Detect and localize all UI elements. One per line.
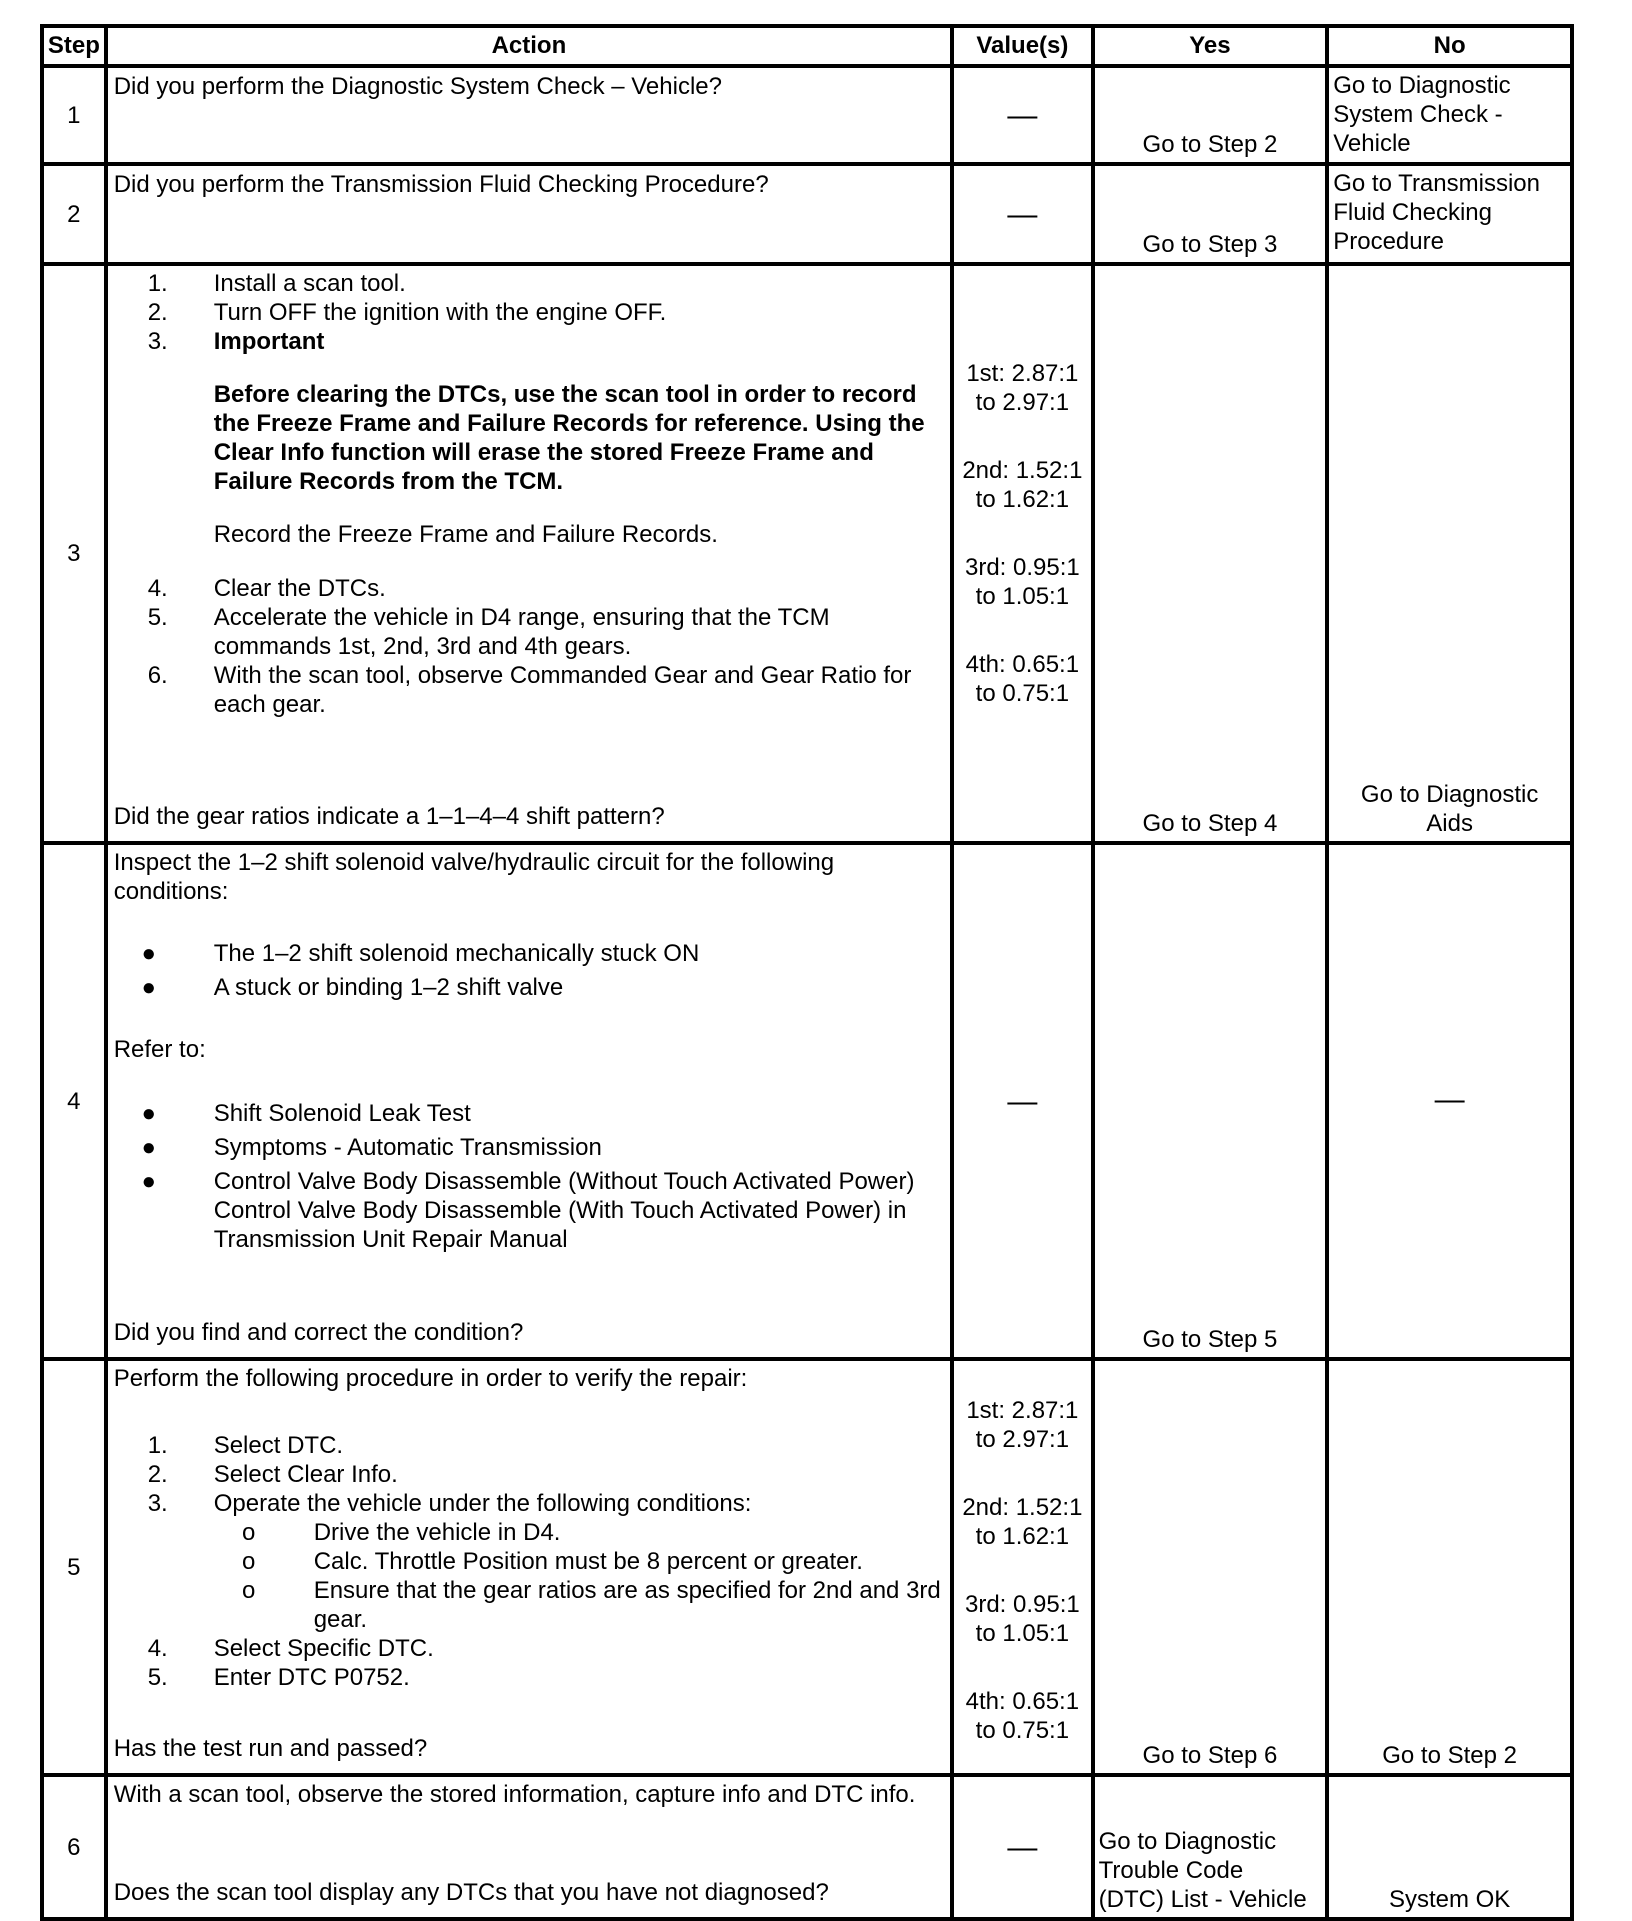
action-intro: With a scan tool, observe the stored information, capture info and DTC info. — [113, 1781, 916, 1808]
reference-list — [114, 1099, 946, 1254]
step-number: 4 — [42, 843, 106, 1359]
yes-line: Go to Diagnostic — [1098, 1828, 1277, 1855]
value-cell: — — [952, 1775, 1093, 1919]
step-list — [114, 574, 946, 719]
value-cell: — — [952, 164, 1093, 264]
important-note: Before clearing the DTCs, use the scan tool in order to record the Freeze Frame and Failure Records for reference. Using the Clear Info function will erase the stored Freeze Frame and Failure Records from the TCM. — [213, 381, 925, 495]
no-line: Go to Transmission — [1333, 170, 1540, 197]
yes-text: Go to Step 6 — [1142, 1742, 1278, 1769]
list-item: ● Shift Solenoid Leak Test — [141, 1100, 471, 1127]
header-values: Value(s) — [952, 26, 1093, 66]
yes-cell — [1093, 164, 1328, 264]
action-question: Did you perform the Transmission Fluid Checking Procedure? — [113, 171, 769, 198]
header-row — [42, 26, 1572, 66]
action-question: Did the gear ratios indicate a 1–1–4–4 shift pattern? — [113, 803, 665, 830]
no-line: System Check - — [1333, 101, 1503, 128]
action-question: Did you find and correct the condition? — [113, 1319, 524, 1346]
yes-cell — [1093, 1359, 1328, 1775]
yes-line: (DTC) List - Vehicle — [1098, 1886, 1307, 1913]
action-intro: Perform the following procedure in order to verify the repair: — [113, 1365, 748, 1392]
table-row — [42, 843, 1572, 1359]
list-item: 3. Important — [147, 328, 325, 355]
value-cell: 1st: 2.87:1 to 2.97:1 2nd: 1.52:1 to 1.62:1 3rd: 0.95:1 to 1.05:1 4th: 0.65:1 to 0.75:1 — [952, 264, 1093, 843]
yes-cell — [1093, 66, 1328, 164]
yes-text: Go to Step 3 — [1142, 231, 1278, 258]
table-row — [42, 66, 1572, 164]
yes-text: Go to Step 5 — [1142, 1326, 1278, 1353]
list-item: 1. Install a scan tool. — [147, 270, 406, 297]
step-number: 1 — [42, 66, 106, 164]
table-row — [42, 1359, 1572, 1775]
header-yes: Yes — [1093, 26, 1328, 66]
action-question: Did you perform the Diagnostic System Check – Vehicle? — [113, 73, 722, 100]
no-cell — [1327, 164, 1572, 264]
action-cell — [106, 1775, 952, 1919]
action-intro: Inspect the 1–2 shift solenoid valve/hydraulic circuit for the following conditions: — [113, 849, 835, 905]
list-item: ● Symptoms - Automatic Transmission — [141, 1134, 602, 1161]
table-row — [42, 1775, 1572, 1919]
list-item: 2. Select Clear Info. — [147, 1461, 398, 1488]
yes-cell — [1093, 843, 1328, 1359]
no-cell — [1327, 66, 1572, 164]
record-instruction: Record the Freeze Frame and Failure Records. — [213, 521, 718, 548]
no-line: Aids — [1426, 810, 1473, 837]
no-text: Go to Step 2 — [1382, 1742, 1517, 1769]
yes-text: Go to Step 2 — [1142, 131, 1278, 158]
header-step: Step — [42, 26, 106, 66]
step-list — [114, 269, 946, 356]
list-item: o Calc. Throttle Position must be 8 percent or greater. — [242, 1548, 863, 1575]
list-item: 4. Select Specific DTC. — [147, 1635, 434, 1662]
action-cell — [106, 264, 952, 843]
action-question: Has the test run and passed? — [113, 1735, 428, 1762]
yes-cell — [1093, 1775, 1328, 1919]
yes-cell — [1093, 264, 1328, 843]
table-row — [42, 264, 1572, 843]
list-item: 5. Enter DTC P0752. — [147, 1664, 410, 1691]
action-question: Does the scan tool display any DTCs that you have not diagnosed? — [113, 1879, 829, 1906]
no-text: System OK — [1388, 1886, 1511, 1913]
no-cell: — — [1327, 843, 1572, 1359]
no-line: Fluid Checking — [1333, 199, 1492, 226]
list-item: 1. Select DTC. — [147, 1432, 344, 1459]
list-item: ● The 1–2 shift solenoid mechanically stuck ON — [141, 940, 700, 967]
step-number: 3 — [42, 264, 106, 843]
step-number: 2 — [42, 164, 106, 264]
value-cell: — — [952, 66, 1093, 164]
yes-text: Go to Step 4 — [1142, 810, 1278, 837]
no-line: Procedure — [1333, 228, 1444, 255]
no-line: Go to Diagnostic — [1360, 781, 1539, 808]
no-cell — [1327, 1775, 1572, 1919]
list-item: o Ensure that the gear ratios are as specified for 2nd and 3rd gear. — [242, 1577, 941, 1633]
step-number: 6 — [42, 1775, 106, 1919]
action-cell — [106, 66, 952, 164]
step-number: 5 — [42, 1359, 106, 1775]
list-item: o Drive the vehicle in D4. — [242, 1519, 561, 1546]
condition-sublist — [114, 1518, 946, 1634]
list-item: 2. Turn OFF the ignition with the engine OFF. — [147, 299, 667, 326]
header-no: No — [1327, 26, 1572, 66]
condition-list — [114, 939, 946, 1002]
list-item: 4. Clear the DTCs. — [147, 575, 386, 602]
no-line: Go to Diagnostic — [1333, 72, 1511, 99]
value-cell: — — [952, 843, 1093, 1359]
list-item: 3. Operate the vehicle under the following conditions: — [147, 1490, 752, 1517]
step-list — [114, 1634, 946, 1692]
action-cell — [106, 843, 952, 1359]
list-item: 5. Accelerate the vehicle in D4 range, ensuring that the TCM commands 1st, 2nd, 3rd and 4th gears. — [147, 604, 830, 660]
table-row — [42, 164, 1572, 264]
list-item: ● A stuck or binding 1–2 shift valve — [141, 974, 564, 1001]
yes-line: Trouble Code — [1098, 1857, 1244, 1884]
diagnostic-table — [40, 24, 1574, 1921]
no-line: Vehicle — [1333, 130, 1411, 157]
action-cell — [106, 164, 952, 264]
list-item: ● Control Valve Body Disassemble (Without Touch Activated Power) Control Valve Body Disassemble (With Touch Activated Power) in Transmission Unit Repair Manual — [141, 1168, 915, 1253]
action-cell — [106, 1359, 952, 1775]
no-cell — [1327, 264, 1572, 843]
step-list — [114, 1431, 946, 1518]
value-cell: 1st: 2.87:1 to 2.97:1 2nd: 1.52:1 to 1.62:1 3rd: 0.95:1 to 1.05:1 4th: 0.65:1 to 0.75:1 — [952, 1359, 1093, 1775]
refer-label: Refer to: — [113, 1036, 206, 1063]
list-item: 6. With the scan tool, observe Commanded Gear and Gear Ratio for each gear. — [147, 662, 912, 718]
header-action: Action — [106, 26, 952, 66]
no-cell — [1327, 1359, 1572, 1775]
